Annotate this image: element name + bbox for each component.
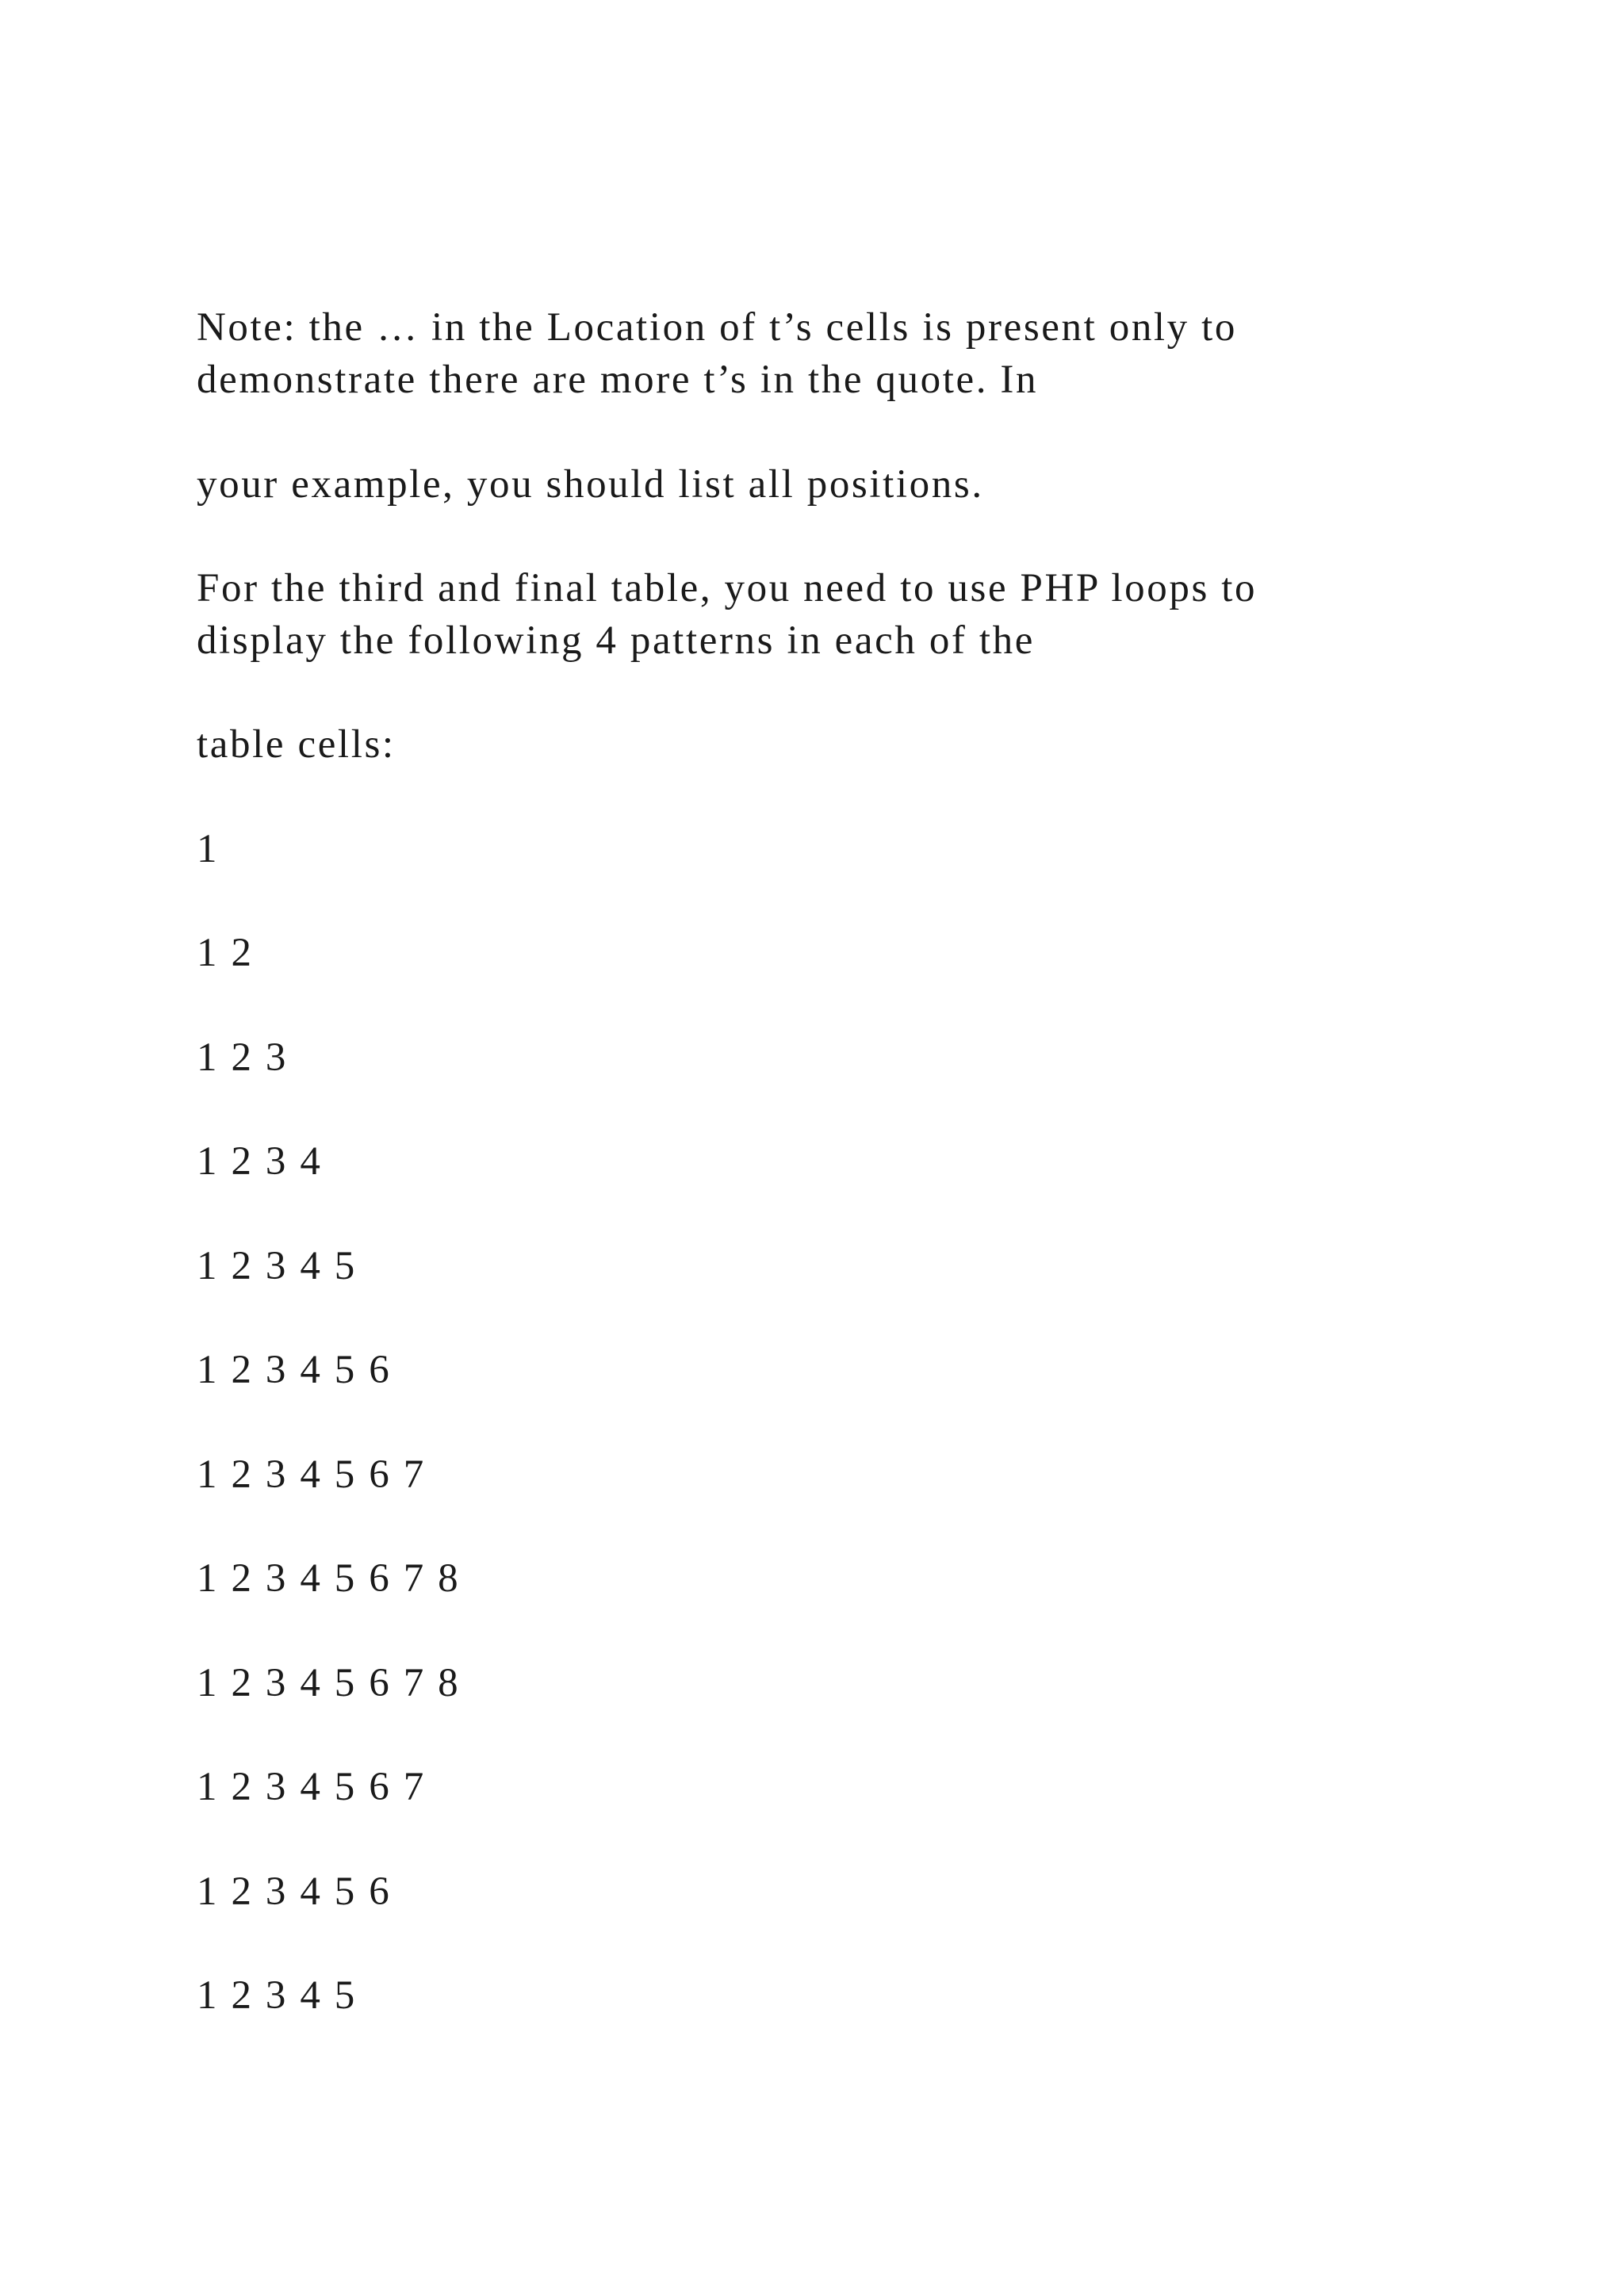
- pattern-line: 1 2 3 4 5: [197, 1244, 357, 1288]
- pattern-line: 1: [197, 827, 220, 871]
- pattern-line: 1 2 3: [197, 1035, 288, 1080]
- pattern-line: 1 2 3 4 5: [197, 1973, 357, 2018]
- pattern-line: 1 2: [197, 931, 254, 975]
- pattern-line: 1 2 3 4 5 6: [197, 1348, 392, 1392]
- paragraph-line: For the third and final table, you need to use PHP loops to: [197, 566, 1258, 610]
- pattern-line: 1 2 3 4: [197, 1139, 323, 1184]
- paragraph-line: display the following 4 patterns in each of the: [197, 618, 1035, 663]
- pattern-line: 1 2 3 4 5 6: [197, 1869, 392, 1914]
- pattern-line: 1 2 3 4 5 6 7: [197, 1452, 426, 1497]
- pattern-line: 1 2 3 4 5 6 7 8: [197, 1661, 461, 1705]
- pattern-line: 1 2 3 4 5 6 7 8: [197, 1556, 461, 1601]
- paragraph-line: table cells:: [197, 722, 396, 767]
- paragraph-line: Note: the … in the Location of t’s cells is present only to: [197, 305, 1238, 350]
- paragraph-line: your example, you should list all positions.: [197, 462, 984, 507]
- pattern-line: 1 2 3 4 5 6 7: [197, 1765, 426, 1809]
- paragraph-line: demonstrate there are more t’s in the quote. In: [197, 358, 1039, 402]
